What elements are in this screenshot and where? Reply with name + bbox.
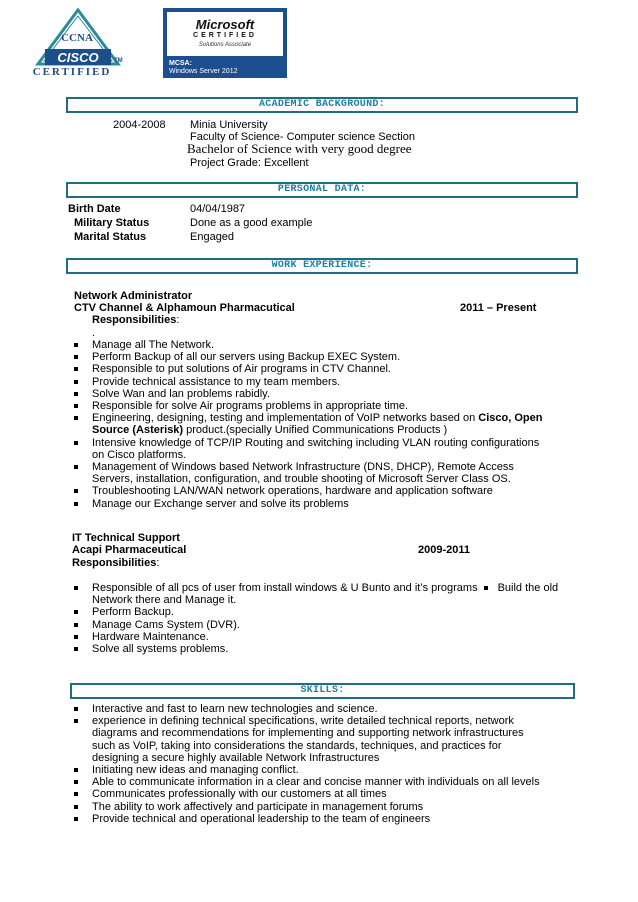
faculty: Faculty of Science- Computer science Section [190, 131, 415, 143]
list-item: Interactive and fast to learn new technologies and science. [73, 703, 548, 715]
list-item: Provide technical and operational leadership to the team of engineers [73, 813, 548, 825]
list-item: Management of Windows based Network Infrastructure (DNS, DHCP), Remote Access Servers, installation, configuration, and trouble shooting of Microsoft Server Class OS. [73, 461, 548, 485]
list-item: Troubleshooting LAN/WAN network operations, hardware and application software [73, 485, 548, 497]
list-item: Perform Backup of all our servers using Backup EXEC System. [73, 351, 548, 363]
microsoft-text: Microsoft [195, 17, 255, 32]
personal-label: Marital Status [74, 231, 147, 243]
list-item: Intensive knowledge of TCP/IP Routing and switching including VLAN routing configurations on Cisco platforms. [73, 437, 548, 461]
list-item: Able to communicate information in a clear and concise manner with individuals on all levels [73, 776, 548, 788]
stray-dot: . [92, 327, 96, 339]
list-item-text: Responsible of all pcs of user from install windows & U Bunto and it’s programs [92, 582, 478, 594]
list-item: Responsible for solve Air programs problems in appropriate time. [73, 400, 548, 412]
section-title: ACADEMIC BACKGROUND: [258, 99, 386, 110]
section-title: PERSONAL DATA: [277, 184, 367, 195]
list-item: Communicates professionally with our customers at all times [73, 788, 548, 800]
academic-years: 2004-2008 [113, 119, 166, 131]
ccna-certified-logo [18, 8, 136, 80]
cisco-text: CISCO [57, 50, 99, 65]
responsibilities-label: Responsibilities [92, 314, 177, 326]
job-company: CTV Channel & Alphamoun Pharmacutical [74, 302, 295, 314]
list-item: experience in defining technical specifications, write detailed technical reports, network diagrams and recommendations for implementing and supporting network infrastructures such as VoIP, taking into considerations the standards, techniques, and practices for designing a secure highly available Network Infrastructures [73, 715, 548, 764]
skills-list [73, 703, 548, 825]
list-item: Manage our Exchange server and solve its problems [73, 498, 548, 510]
certified-text: CERTIFIED [32, 66, 112, 78]
section-title: SKILLS: [300, 685, 345, 696]
section-bar-academic [66, 97, 578, 113]
list-item: Solve Wan and lan problems rabidly. [73, 388, 548, 400]
job-company: Acapi Pharmaceutical [72, 544, 187, 556]
mcsa-header [167, 12, 283, 56]
list-item: Responsible to put solutions of Air programs in CTV Channel. [73, 363, 548, 375]
personal-label: Military Status [74, 217, 150, 229]
eng-text-bold: Cisco, Open Source (Asterisk) [92, 412, 543, 437]
section-bar-personal [66, 182, 578, 198]
personal-label: Birth Date [68, 203, 121, 215]
job2-responsibilities-list [73, 582, 560, 655]
solutions-associate-text: Solutions Associate [198, 42, 252, 48]
list-item: Initiating new ideas and managing conflict. [73, 764, 548, 776]
ccna-text: CCNA [61, 32, 93, 44]
responsibilities-heading: Responsibilities: [72, 557, 160, 569]
project-grade: Project Grade: Excellent [190, 157, 309, 169]
job1-responsibilities-list [73, 339, 548, 510]
list-item: The ability to work affectively and participate in management forums [73, 801, 548, 813]
list-item [73, 412, 548, 436]
list-item-text: Network there and Manage it. [92, 594, 237, 607]
tm-text: TM [114, 58, 123, 64]
bullet-square-icon [484, 586, 488, 590]
section-bar-work [66, 258, 578, 274]
section-bar-skills [70, 683, 575, 699]
list-item: Hardware Maintenance. [73, 631, 560, 643]
responsibilities-heading: Responsibilities: [92, 314, 180, 326]
personal-value: 04/04/1987 [190, 203, 246, 215]
university: Minia University [190, 119, 268, 131]
list-item [73, 582, 560, 606]
personal-value: Done as a good example [190, 217, 313, 229]
job-title: IT Technical Support [72, 532, 180, 544]
mcsa-line2: Windows Server 2012 [169, 68, 238, 75]
list-item: Solve all systems problems. [73, 643, 560, 655]
job-period: 2009-2011 [418, 544, 470, 556]
list-item-text: Build the old [497, 582, 559, 594]
job-period: 2011 – Present [460, 302, 537, 314]
eng-text-pre: Engineering, designing, testing and implementation of VoIP networks based on [92, 412, 479, 425]
degree: Bachelor of Science with very good degree [187, 141, 412, 156]
list-item: Provide technical assistance to my team members. [73, 376, 548, 388]
responsibilities-label: Responsibilities [72, 557, 157, 569]
mcsa-logo [163, 8, 287, 78]
list-item: Manage all The Network. [73, 339, 548, 351]
mcsa-line1: MCSA: [169, 60, 192, 67]
personal-value: Engaged [190, 231, 235, 243]
section-title: WORK EXPERIENCE: [271, 260, 373, 271]
mcsa-certified-text: CERTIFIED [193, 32, 257, 39]
job-title: Network Administrator [74, 290, 193, 302]
eng-text-post: product.(specially Unified Communications Products ) [183, 424, 448, 437]
list-item: Manage Cams System (DVR). [73, 619, 560, 631]
list-item: Perform Backup. [73, 606, 560, 618]
